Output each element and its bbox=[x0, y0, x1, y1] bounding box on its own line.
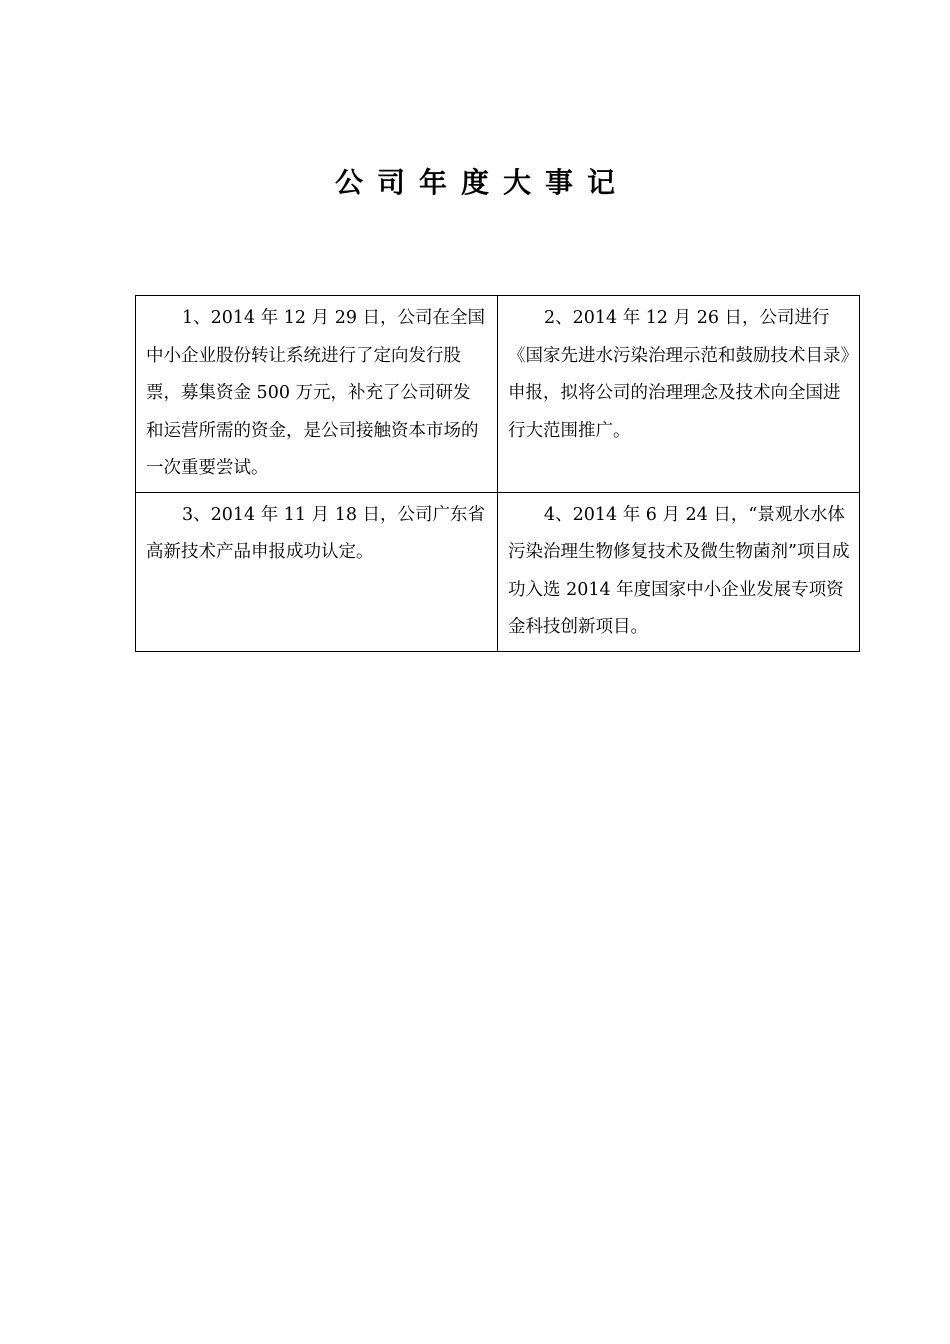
event-cell-4: 4、2014 年 6 月 24 日，“景观水水体污染治理生物修复技术及微生物菌剂”项目成功入选 2014 年度国家中小企业发展专项资金科技创新项目。 bbox=[498, 492, 860, 651]
event-cell-3: 3、2014 年 11 月 18 日，公司广东省高新技术产品申报成功认定。 bbox=[136, 492, 498, 651]
event-cell-2: 2、2014 年 12 月 26 日，公司进行《国家先进水污染治理示范和鼓励技术目录》申报，拟将公司的治理理念及技术向全国进行大范围推广。 bbox=[498, 296, 860, 493]
table-row bbox=[136, 296, 860, 493]
events-table bbox=[135, 295, 860, 652]
event-cell-1: 1、2014 年 12 月 29 日，公司在全国中小企业股份转让系统进行了定向发行股票，募集资金 500 万元，补充了公司研发和运营所需的资金，是公司接触资本市场的一次重要尝试。 bbox=[136, 296, 498, 493]
page-title: 公司年度大事记 bbox=[334, 166, 629, 199]
table-row bbox=[136, 492, 860, 651]
